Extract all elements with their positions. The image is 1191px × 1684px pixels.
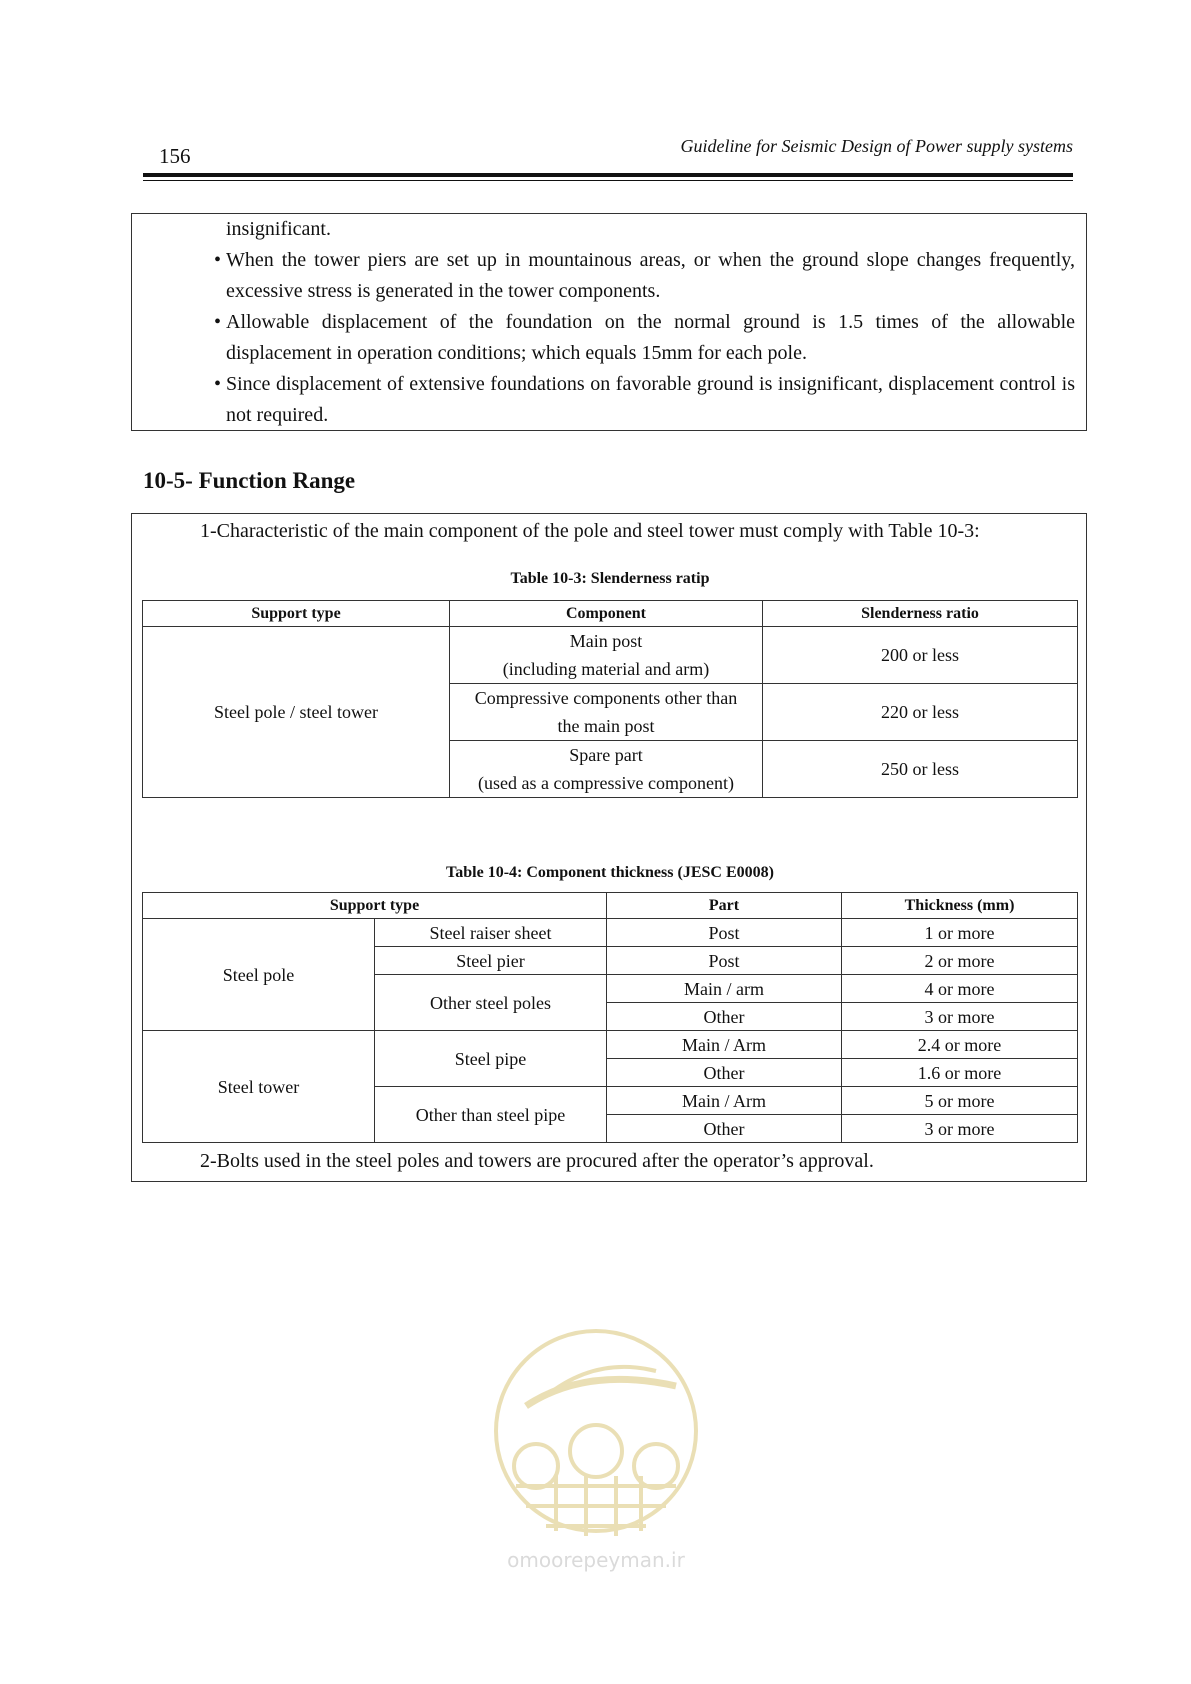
part-cell: Main / arm xyxy=(607,975,842,1003)
bullet-icon: • xyxy=(214,373,222,395)
header-rule-thin xyxy=(143,180,1073,181)
ratio-cell: 250 or less xyxy=(763,741,1078,798)
table-header-cell: Thickness (mm) xyxy=(842,893,1078,919)
bullet-list xyxy=(199,245,1075,431)
table-10-4 xyxy=(142,892,1078,1143)
continuation-text: insignificant. xyxy=(226,218,331,240)
table-header-cell: Component xyxy=(450,601,763,627)
table-10-3 xyxy=(142,600,1078,798)
ratio-cell: 200 or less xyxy=(763,627,1078,684)
component-line: Compressive components other than xyxy=(474,688,738,708)
watermark-logo xyxy=(486,1326,706,1576)
table-header-cell: Support type xyxy=(143,893,607,919)
thickness-cell: 3 or more xyxy=(842,1003,1078,1031)
part-cell: Main / Arm xyxy=(607,1087,842,1115)
thickness-cell: 1 or more xyxy=(842,919,1078,947)
part-cell: Post xyxy=(607,919,842,947)
component-line: (used as a compressive component) xyxy=(478,773,734,793)
thickness-cell: 2.4 or more xyxy=(842,1031,1078,1059)
header-rule-thick xyxy=(143,173,1073,177)
part-cell: Other xyxy=(607,1115,842,1143)
component-cell xyxy=(450,741,763,798)
component-line: Spare part xyxy=(569,745,643,765)
support-type-cell: Steel tower xyxy=(143,1031,375,1143)
subtype-cell: Other steel poles xyxy=(375,975,607,1031)
bullet-item xyxy=(199,369,1075,431)
bullet-item xyxy=(199,245,1075,307)
paragraph-1: 1-Characteristic of the main component of the pole and steel tower must comply with Table 10-3: xyxy=(200,520,980,542)
table-row xyxy=(143,1031,1078,1059)
bullet-icon: • xyxy=(214,311,222,333)
table-header-cell: Slenderness ratio xyxy=(763,601,1078,627)
part-cell: Post xyxy=(607,947,842,975)
table-10-3-caption: Table 10-3: Slenderness ratip xyxy=(510,570,710,587)
ratio-cell: 220 or less xyxy=(763,684,1078,741)
subtype-cell: Steel pier xyxy=(375,947,607,975)
subtype-cell: Other than steel pipe xyxy=(375,1087,607,1143)
section-title: 10-5- Function Range xyxy=(143,468,356,493)
bullet-text: Since displacement of extensive foundations on favorable ground is insignificant, displacement control is not required. xyxy=(226,373,1075,426)
thickness-cell: 5 or more xyxy=(842,1087,1078,1115)
support-type-cell: Steel pole xyxy=(143,919,375,1031)
subtype-cell: Steel pipe xyxy=(375,1031,607,1087)
bullet-item xyxy=(199,307,1075,369)
component-cell xyxy=(450,684,763,741)
component-line: the main post xyxy=(557,716,655,736)
bullet-text: Allowable displacement of the foundation on the normal ground is 1.5 times of the allowable displacement in operation conditions; which equals 15mm for each pole. xyxy=(226,311,1075,364)
notes-box xyxy=(131,213,1087,431)
part-cell: Main / Arm xyxy=(607,1031,842,1059)
page-number: 156 xyxy=(159,144,191,168)
subtype-cell: Steel raiser sheet xyxy=(375,919,607,947)
watermark-text: omoorepeyman.ir xyxy=(507,1548,685,1572)
part-cell: Other xyxy=(607,1059,842,1087)
page-header xyxy=(143,132,1073,182)
table-header-cell: Part xyxy=(607,893,842,919)
paragraph-2: 2-Bolts used in the steel poles and towers are procured after the operator’s approval. xyxy=(200,1150,874,1172)
part-cell: Other xyxy=(607,1003,842,1031)
component-line: (including material and arm) xyxy=(502,659,710,679)
watermark-seal-icon xyxy=(486,1326,706,1541)
thickness-cell: 4 or more xyxy=(842,975,1078,1003)
bullet-icon: • xyxy=(214,249,222,271)
support-type-cell: Steel pole / steel tower xyxy=(143,627,450,798)
running-title: Guideline for Seismic Design of Power supply systems xyxy=(680,136,1073,156)
table-row xyxy=(143,919,1078,947)
thickness-cell: 3 or more xyxy=(842,1115,1078,1143)
thickness-cell: 2 or more xyxy=(842,947,1078,975)
function-range-box xyxy=(131,513,1087,1182)
thickness-cell: 1.6 or more xyxy=(842,1059,1078,1087)
table-row xyxy=(143,627,1078,684)
table-header-cell: Support type xyxy=(143,601,450,627)
component-line: Main post xyxy=(569,631,643,651)
bullet-text: When the tower piers are set up in mountainous areas, or when the ground slope changes frequently, excessive stress is generated in the tower components. xyxy=(226,249,1075,302)
component-cell xyxy=(450,627,763,684)
table-10-4-caption: Table 10-4: Component thickness (JESC E0008) xyxy=(446,864,774,881)
